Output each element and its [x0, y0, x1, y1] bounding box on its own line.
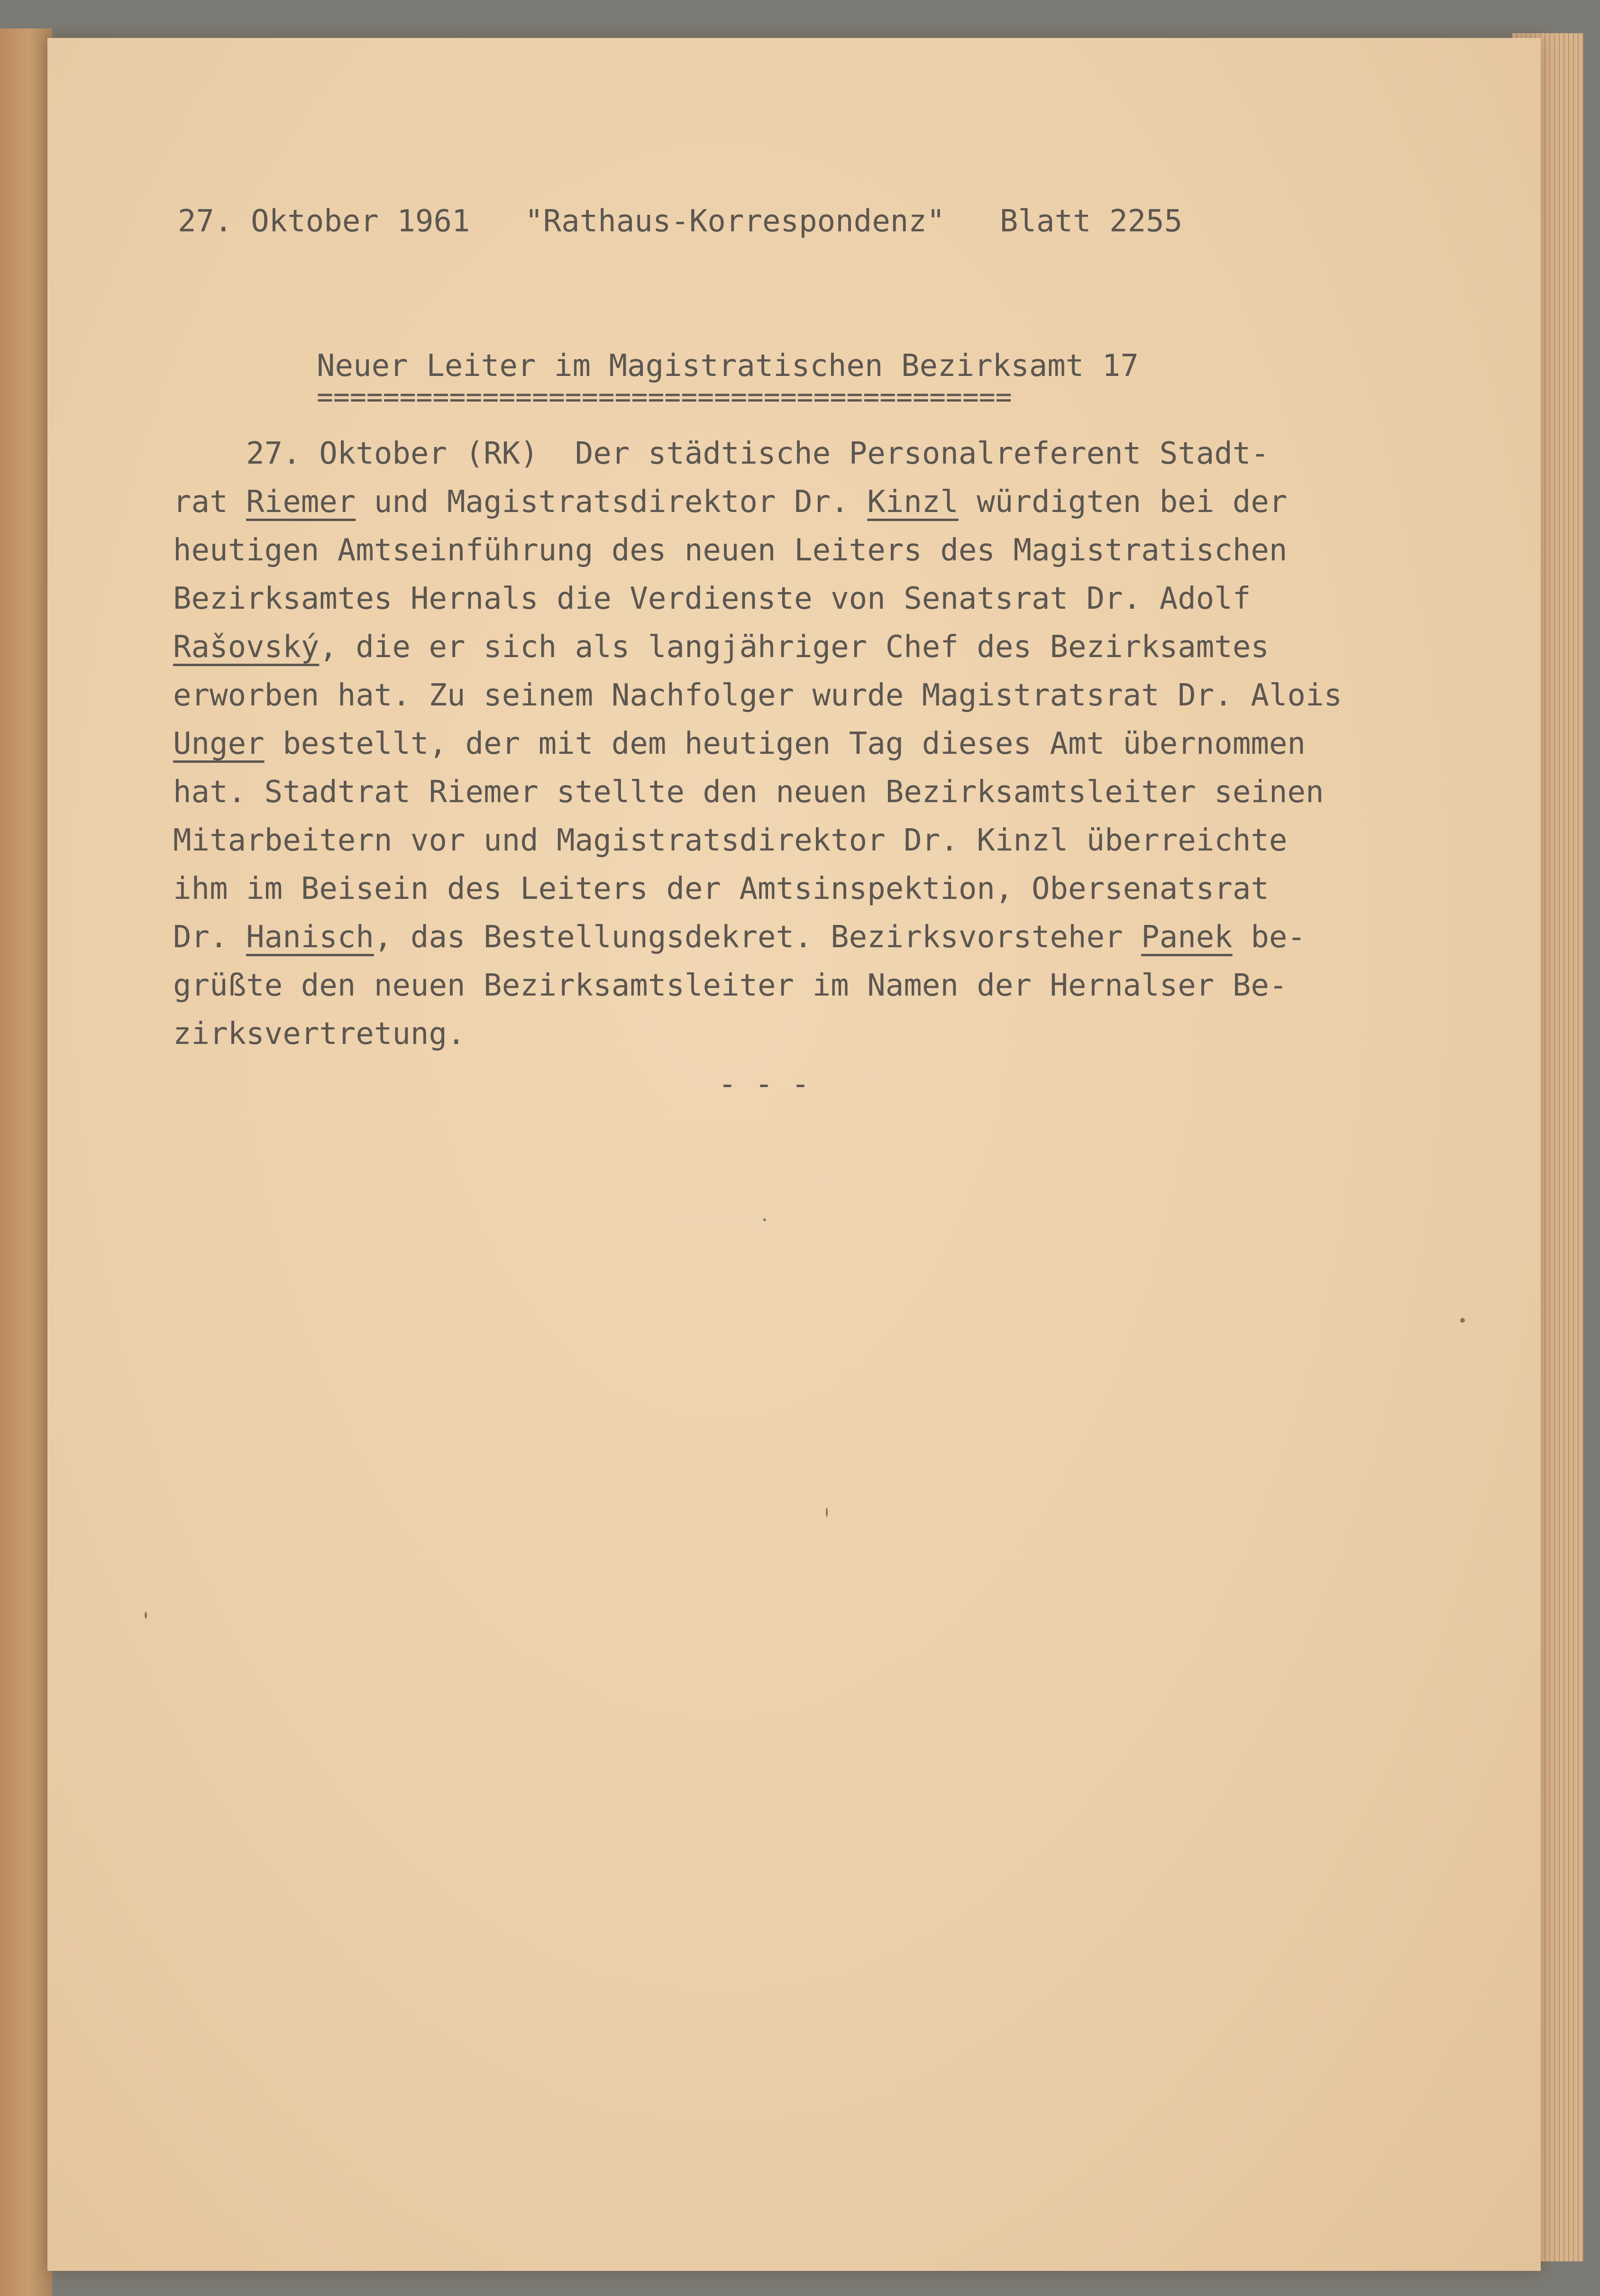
- article-title: Neuer Leiter im Magistratischen Bezirksamt 17: [317, 348, 1139, 384]
- body-text: Mitarbeitern vor und Magistratsdirektor Dr. Kinzl überreichte: [173, 823, 1288, 858]
- body-text: rat: [173, 485, 247, 520]
- underlined-name: Rašovský: [173, 630, 320, 665]
- title-rule: ==========================================: [317, 381, 1012, 413]
- body-text: 27. Oktober (RK) Der städtische Personalreferent Stadt-: [173, 436, 1269, 471]
- body-line: [173, 630, 1269, 665]
- body-text: grüßte den neuen Bezirksamtsleiter im Namen der Hernalser Be-: [173, 968, 1288, 1003]
- paper-speck: [826, 1508, 828, 1517]
- body-line: [173, 920, 1306, 955]
- paper-speck: [1460, 1318, 1465, 1323]
- body-line: [173, 581, 1251, 616]
- underlined-name: Panek: [1141, 920, 1233, 955]
- body-text: bestellt, der mit dem heutigen Tag dieses Amt übernommen: [264, 726, 1306, 761]
- header-date: 27. Oktober 1961: [178, 204, 470, 239]
- underlined-name: Kinzl: [867, 485, 959, 520]
- body-line: [173, 1016, 466, 1052]
- paper-speck: [145, 1612, 147, 1619]
- body-text: erworben hat. Zu seinem Nachfolger wurde Magistratsrat Dr. Alois: [173, 678, 1342, 713]
- body-text: ihm im Beisein des Leiters der Amtsinspektion, Obersenatsrat: [173, 871, 1269, 906]
- header-sheet: Blatt 2255: [999, 204, 1183, 239]
- body-text: , die er sich als langjähriger Chef des Bezirksamtes: [319, 630, 1269, 665]
- previous-page-edge: [0, 28, 52, 2296]
- body-text: Dr.: [173, 920, 247, 955]
- body-text: heutigen Amtseinführung des neuen Leiters des Magistratischen: [173, 533, 1288, 568]
- body-text: würdigten bei der: [958, 485, 1288, 520]
- page-header: [178, 204, 1182, 239]
- body-line: [173, 485, 1287, 520]
- body-line: [173, 775, 1324, 810]
- body-line: [173, 533, 1287, 568]
- underlined-name: Unger: [173, 726, 265, 761]
- body-text: und Magistratsdirektor Dr.: [356, 485, 868, 520]
- paper-speck: [763, 1218, 766, 1221]
- body-line: [173, 871, 1269, 906]
- end-mark: - - -: [718, 1067, 810, 1102]
- header-publication: "Rathaus-Korrespondenz": [525, 204, 945, 239]
- body-line: [173, 436, 1269, 471]
- body-text: Bezirksamtes Hernals die Verdienste von Senatsrat Dr. Adolf: [173, 581, 1251, 616]
- body-line: [173, 678, 1342, 713]
- body-text: , das Bestellungsdekret. Bezirksvorsteher: [374, 920, 1142, 955]
- underlined-name: Riemer: [246, 485, 356, 520]
- underlined-name: Hanisch: [246, 920, 374, 955]
- body-text: hat. Stadtrat Riemer stellte den neuen Bezirksamtsleiter seinen: [173, 775, 1324, 810]
- body-line: [173, 968, 1287, 1003]
- body-line: [173, 823, 1287, 858]
- body-text: zirksvertretung.: [173, 1016, 466, 1052]
- body-line: [173, 726, 1306, 761]
- body-text: be-: [1232, 920, 1306, 955]
